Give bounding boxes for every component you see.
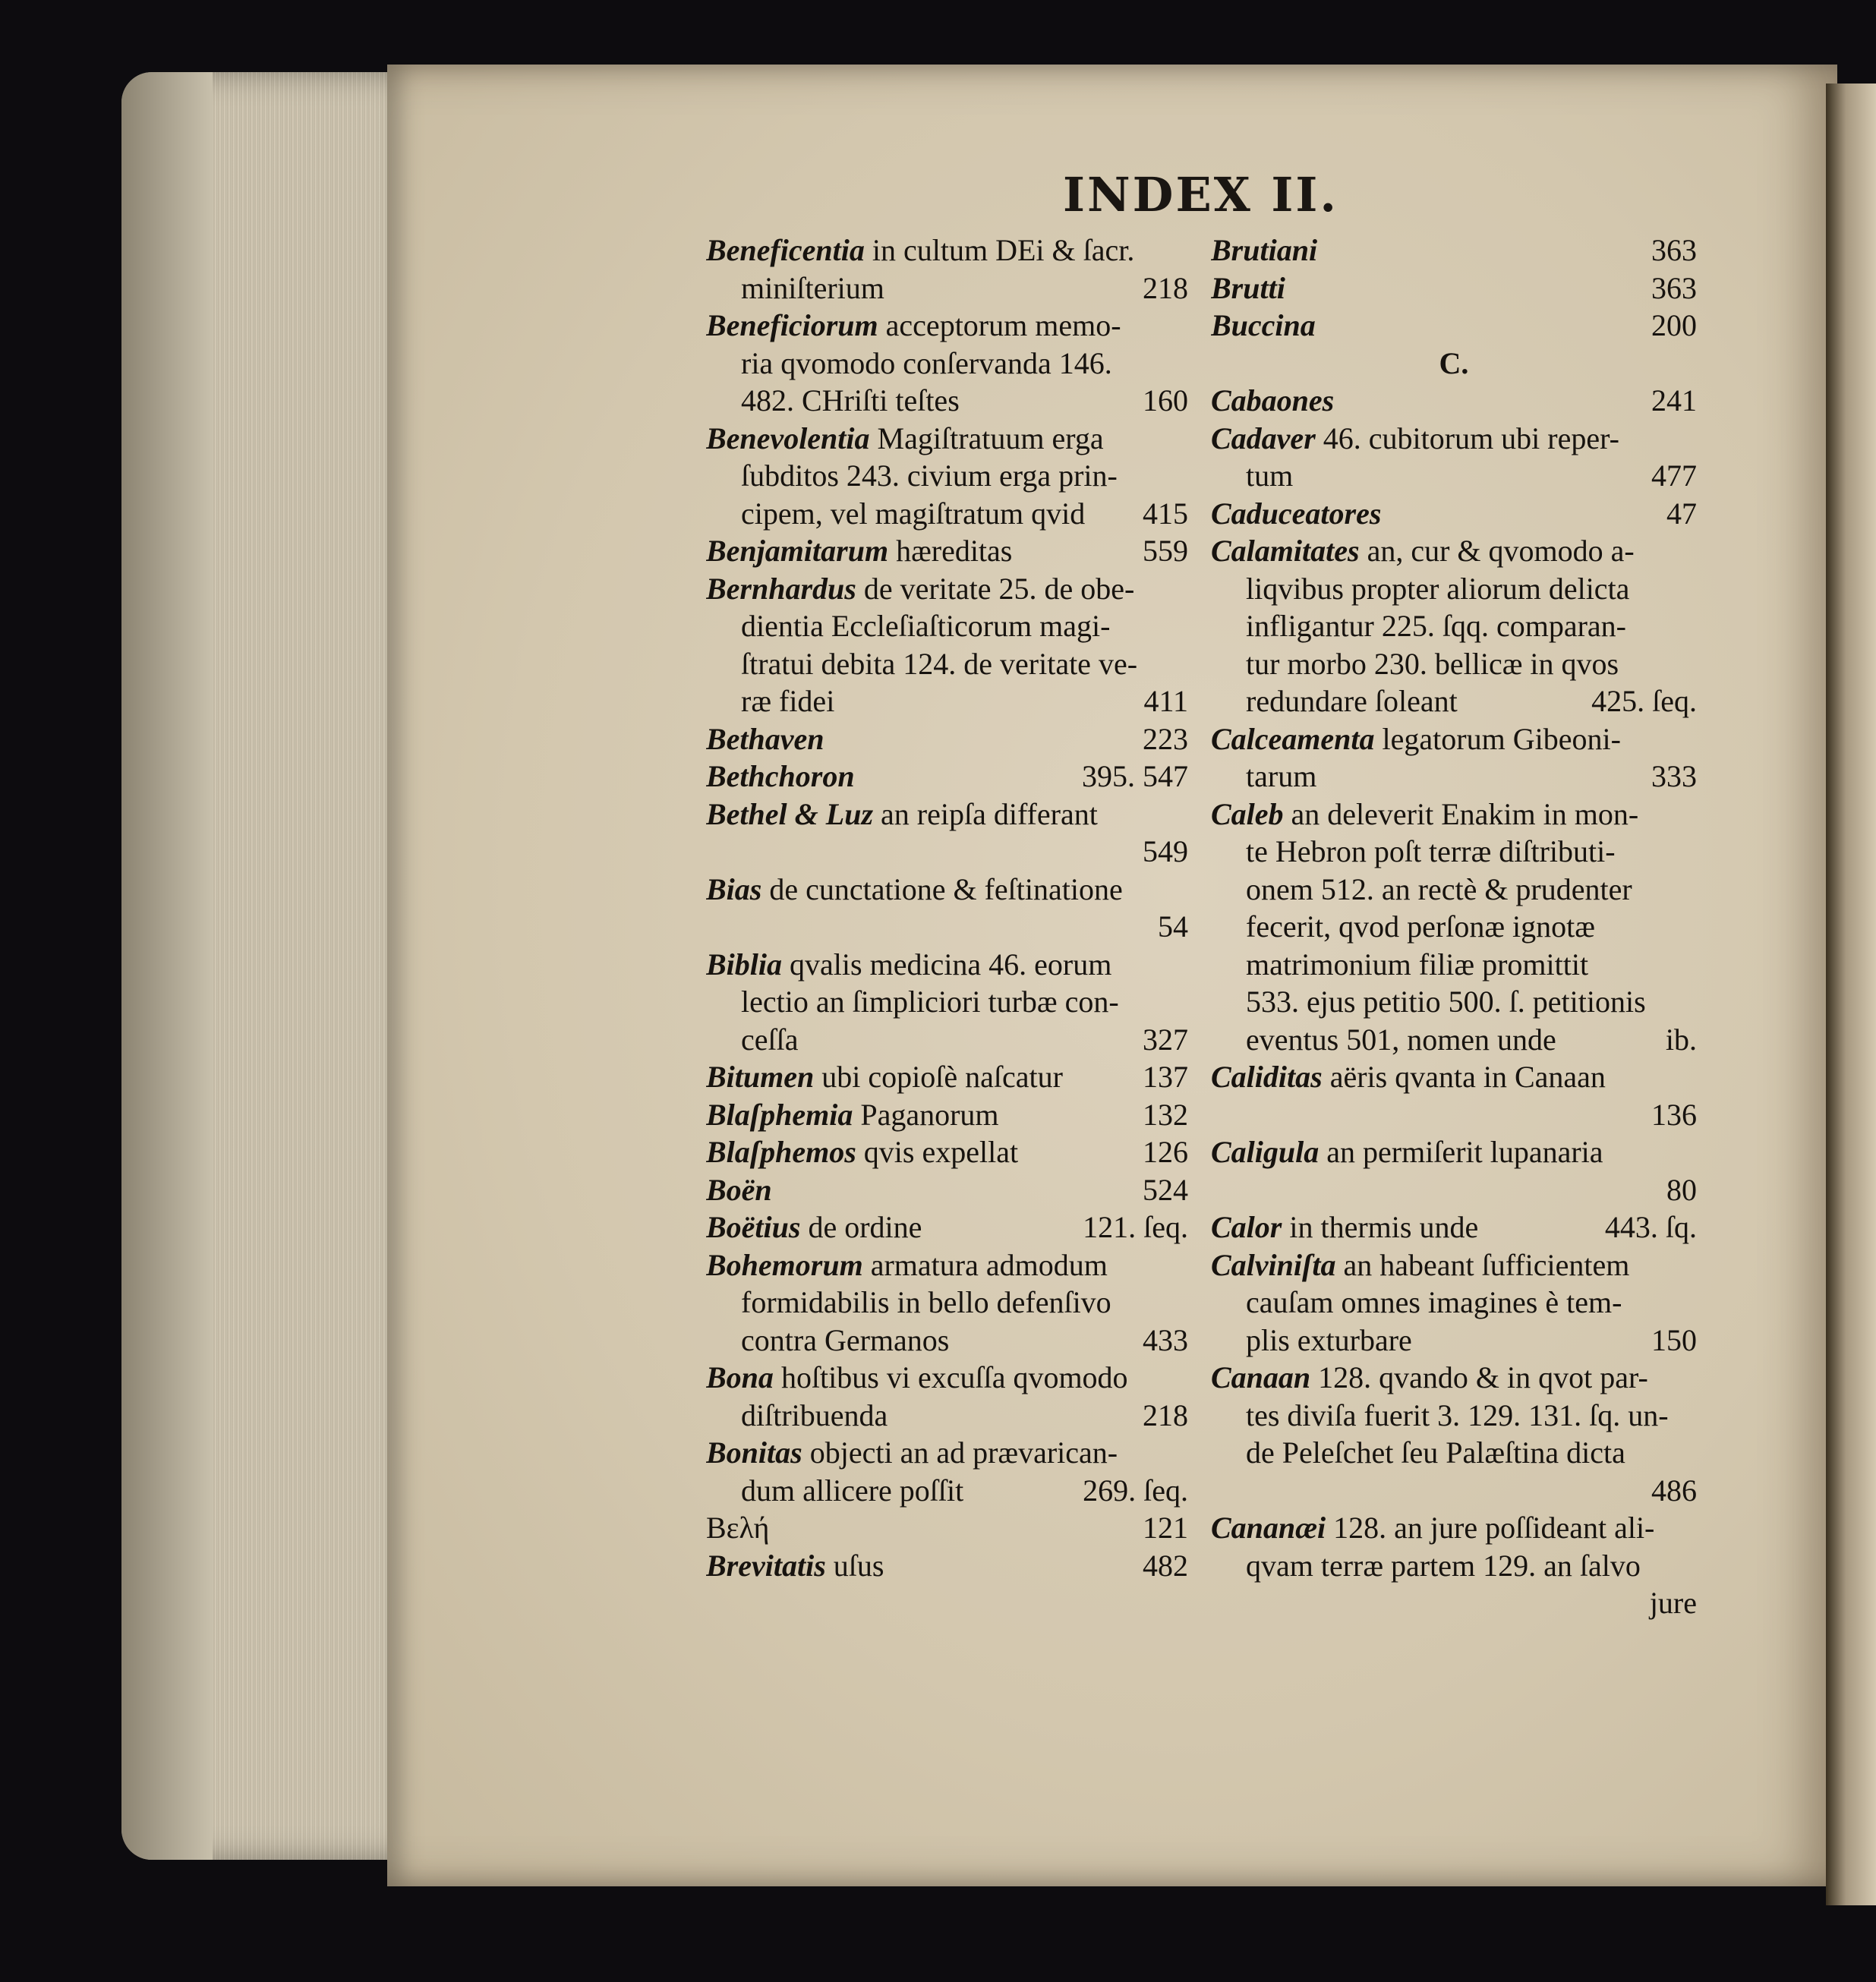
index-entry [706,758,1188,796]
entry-body: diſtribuenda [741,1397,888,1432]
entry-body: ſtratui debita 124. de veritate ve- [741,646,1138,681]
index-entry [706,1171,1188,1209]
entry-body: an reipſa differant [873,796,1098,831]
entry-headword: Beneficentia [706,233,865,267]
entry-text [706,1359,1128,1397]
page-reference: 47 [1666,496,1697,531]
index-entry [706,307,1188,345]
entry-headword: Calceamenta [1211,721,1375,756]
entry-text [706,1208,922,1246]
index-entry [706,720,1188,758]
page-reference: 241 [1651,383,1697,418]
entry-headword: Brutiani [1211,233,1318,267]
index-entry [706,495,1188,533]
index-entry [1211,1397,1697,1435]
entry-text [1246,871,1632,909]
entry-headword: Bias [706,871,762,906]
entry-text [1211,532,1635,570]
entry-text [1211,1208,1478,1246]
entry-body: miniſterium [741,270,884,305]
index-entry [1211,1284,1697,1322]
entry-body: te Hebron poſt terræ diſtributi- [1246,834,1616,868]
entry-headword: Bonitas [706,1435,802,1470]
entry-headword: Caligula [1211,1135,1320,1169]
page-reference: 160 [1143,383,1188,418]
index-entry [1211,682,1697,720]
entry-text [1246,1021,1556,1059]
entry-text [1211,269,1285,307]
entry-body: contra Germanos [741,1322,950,1357]
page-reference: 218 [1143,1397,1188,1432]
page-reference: 395. 547 [1082,759,1188,793]
index-entry [1211,1246,1697,1284]
index-entry [706,382,1188,420]
index-entry [1211,1547,1697,1585]
page-reference: 218 [1143,270,1188,305]
page-reference: 486 [1651,1473,1697,1508]
entry-text [706,307,1121,345]
entry-text [706,720,824,758]
entry-headword: Bohemorum [706,1247,863,1282]
page-header: INDEX II. [1063,167,1338,222]
entry-text [706,796,1098,833]
entry-text [741,1021,799,1059]
page-reference: 137 [1143,1060,1188,1094]
entry-text [741,1284,1111,1322]
entry-body: liqvibus propter aliorum delicta [1246,571,1630,606]
index-entry [706,1133,1188,1171]
index-entry [1211,758,1697,796]
entry-text [1246,645,1619,683]
entry-headword: Bitumen [706,1060,815,1094]
entry-body: ceſſa [741,1022,799,1057]
entry-body: tum [1246,458,1294,493]
index-entry [1211,457,1697,495]
entry-headword: Canaan [1211,1360,1311,1394]
entry-body: aëris qvanta in Canaan [1322,1060,1606,1094]
entry-headword: Calviniſta [1211,1247,1336,1282]
index-entry [706,457,1188,495]
entry-body: cauſam omnes imagines è tem- [1246,1285,1622,1319]
page-reference: 121 [1143,1511,1188,1545]
index-entry [1211,382,1697,420]
entry-headword: Blaſphemia [706,1097,853,1132]
index-entry [1211,420,1697,458]
entry-body: objecti an ad prævarican- [802,1435,1118,1470]
entry-text [706,1096,999,1134]
index-entry [706,1322,1188,1360]
entry-body: eventus 501, nomen unde [1246,1022,1556,1057]
index-entry [706,1359,1188,1397]
entry-headword: Caliditas [1211,1060,1323,1094]
index-entry [706,1397,1188,1435]
entry-headword: Cadaver [1211,421,1316,455]
page-reference: 132 [1143,1097,1188,1132]
page-reference: 425. ſeq. [1591,684,1697,718]
index-entry [1211,1509,1697,1547]
index-entry [706,1547,1188,1585]
entry-body: cipem, vel magiſtratum qvid [741,496,1086,531]
index-entry [706,908,1188,946]
entry-text [1211,1246,1629,1284]
entry-body: ubi copioſè naſcatur [814,1060,1063,1094]
entry-body: dum allicere poſſit [741,1473,964,1508]
entry-text [1211,1509,1654,1547]
index-entry [706,420,1188,458]
index-entry [1211,1584,1697,1622]
entry-body: qvis expellat [856,1135,1019,1169]
entry-text [741,645,1137,683]
entry-headword: Blaſphemos [706,1135,856,1169]
page-reference: 150 [1651,1322,1697,1357]
entry-headword: Cabaones [1211,383,1335,418]
index-entry [1211,1208,1697,1246]
entry-body: uſus [825,1548,884,1583]
entry-headword: Bona [706,1360,774,1394]
entry-body: acceptorum memo- [878,308,1121,342]
entry-body: ræ fidei [741,684,835,718]
entry-text [741,1322,949,1360]
entry-body: de cunctatione & feſtinatione [761,871,1123,906]
entry-headword: Calor [1211,1210,1282,1244]
entry-text [706,420,1104,458]
index-entry [706,232,1188,269]
index-entry [706,1434,1188,1472]
entry-text [706,570,1134,608]
index-entry [1211,1322,1697,1360]
entry-headword: Buccina [1211,308,1316,342]
page-reference: 549 [1143,834,1188,868]
index-entry [1211,269,1697,307]
entry-text [1246,607,1626,645]
entry-body: an habeant ſufficientem [1335,1247,1630,1282]
index-entry [706,645,1188,683]
entry-headword: Beneficiorum [706,308,878,342]
entry-body: ria qvomodo conſervanda 146. [741,345,1112,380]
page-reference: 482 [1143,1548,1188,1583]
page-reference: ib. [1665,1022,1697,1057]
entry-text [741,382,960,420]
index-entry [1211,1171,1697,1209]
entry-body: armatura admodum [862,1247,1108,1282]
entry-text [706,758,855,796]
entry-text [1211,1058,1606,1096]
index-entry [1211,1021,1697,1059]
index-entry [1211,645,1697,683]
entry-headword: Brevitatis [706,1548,826,1583]
entry-headword: Boëtius [706,1210,801,1244]
entry-body: 128. an jure poſſideant ali- [1326,1511,1655,1545]
entry-body: dientia Eccleſiaſticorum magi- [741,609,1111,643]
entry-body: an permiſerit lupanaria [1319,1135,1603,1169]
entry-text [1246,1397,1669,1435]
entry-body: ſubditos 243. civium erga prin- [741,458,1118,493]
page-reference: 559 [1143,534,1188,568]
entry-text [1246,682,1458,720]
entry-body: Βελή [706,1511,770,1545]
entry-body: an, cur & qvomodo a- [1359,534,1635,568]
entry-text [1211,382,1334,420]
entry-text [1246,1284,1622,1322]
entry-body: Paganorum [853,1097,999,1132]
entry-text [1211,796,1638,833]
entry-headword: Bethel & Luz [706,796,874,831]
entry-text [706,1434,1118,1472]
index-entry [1211,1359,1697,1397]
entry-text [706,232,1134,269]
entry-body: infligantur 225. ſqq. comparan- [1246,609,1626,643]
entry-text [1211,720,1621,758]
entry-headword: Brutti [1211,270,1285,305]
entry-text [1211,495,1381,533]
entry-text [1246,983,1646,1021]
entry-text [1246,833,1616,871]
entry-body: legatorum Gibeoni- [1374,721,1621,756]
entry-text [1246,1434,1625,1472]
entry-body: qvalis medicina 46. eorum [782,947,1112,982]
index-entry [706,796,1188,833]
index-entry [1211,1096,1697,1134]
page-reference: 54 [1158,909,1188,944]
index-entry [706,871,1188,909]
right-column [1211,232,1697,1622]
entry-text [741,607,1110,645]
index-entry [706,1058,1188,1096]
page-reference: 443. ſq. [1604,1210,1697,1244]
entry-body: matrimonium filiæ promittit [1246,947,1589,982]
index-entry [1211,495,1697,533]
entry-body: 533. ejus petitio 500. ſ. petitionis [1246,985,1646,1019]
entry-body: in cultum DEi & ſacr. [864,233,1135,267]
entry-text [741,345,1112,383]
entry-text [741,983,1119,1021]
entry-body: qvam terræ partem 129. an ſalvo [1246,1548,1641,1583]
entry-headword: Bernhardus [706,571,856,606]
entry-text [706,1171,772,1209]
page-reference: 269. ſeq. [1083,1473,1188,1508]
entry-text [1211,232,1317,269]
index-entry [706,983,1188,1021]
entry-body: de Peleſchet ſeu Palæſtina dicta [1246,1435,1625,1470]
entry-headword: Benjamitarum [706,534,889,568]
entry-body: in thermis unde [1282,1210,1479,1244]
index-entry [706,570,1188,608]
page-gutter [1826,84,1876,1905]
entry-text [706,532,1012,570]
left-column [706,232,1188,1584]
index-entry [706,833,1188,871]
page-reference: 333 [1651,759,1697,793]
entry-body: tes diviſa fuerit 3. 129. 131. ſq. un- [1246,1397,1669,1432]
entry-text [1211,1359,1648,1397]
page-reference: 433 [1143,1322,1188,1357]
entry-headword: Caleb [1211,796,1284,831]
index-entry [706,532,1188,570]
entry-text [1439,345,1469,383]
index-entry [1211,946,1697,984]
entry-body: Magiſtratuum erga [869,421,1104,455]
entry-body: de ordine [800,1210,922,1244]
index-entry [706,1284,1188,1322]
index-entry [1211,908,1697,946]
entry-text [1246,1547,1641,1585]
entry-text [706,946,1111,984]
entry-text [1246,758,1316,796]
index-entry [1211,833,1697,871]
entry-body: lectio an ſimpliciori turbæ con- [741,985,1119,1019]
index-entry [1211,607,1697,645]
entry-text [741,457,1118,495]
index-entry [706,607,1188,645]
index-entry [706,1096,1188,1134]
page-reference: 223 [1143,721,1188,756]
index-entry [706,345,1188,383]
index-entry [706,1208,1188,1246]
entry-text [741,1397,888,1435]
index-entry [1211,532,1697,570]
entry-text [1246,457,1293,495]
entry-body: fecerit, qvod perſonæ ignotæ [1246,909,1595,944]
index-entry [706,682,1188,720]
index-entry [1211,1133,1697,1171]
index-entry [706,1509,1188,1547]
entry-headword: Biblia [706,947,783,982]
book-cover-edge [121,72,213,1860]
page-reference: 411 [1143,684,1188,718]
entry-body: redundare ſoleant [1246,684,1458,718]
page-reference: 327 [1143,1022,1188,1057]
entry-text [706,1246,1108,1284]
index-entry [1211,232,1697,269]
index-entry [706,946,1188,984]
index-entry [1211,345,1697,383]
entry-headword: Caduceatores [1211,496,1382,531]
entry-body: 128. qvando & in qvot par- [1310,1360,1648,1394]
entry-text [706,871,1123,909]
entry-headword: Boën [706,1172,772,1207]
page-reference: jure [1649,1586,1697,1620]
entry-body: tur morbo 230. bellicæ in qvos [1246,646,1619,681]
entry-text [741,1472,963,1510]
entry-text [1211,420,1619,458]
index-entry [1211,983,1697,1021]
entry-text [741,269,884,307]
entry-body: de veritate 25. de obe- [856,571,1135,606]
entry-body: formidabilis in bello defenſivo [741,1285,1111,1319]
entry-text [1246,1322,1412,1360]
entry-body: hoſtibus vi excuſſa qvomodo [773,1360,1128,1394]
page-reference: 524 [1143,1172,1188,1207]
entry-text [1211,307,1316,345]
entry-body: tarum [1246,759,1317,793]
entry-headword: Calamitates [1211,534,1360,568]
entry-text [1211,1133,1603,1171]
entry-body: plis exturbare [1246,1322,1412,1357]
index-entry [1211,1434,1697,1472]
page-reference: 126 [1143,1135,1188,1169]
index-entry [1211,720,1697,758]
index-entry [1211,1058,1697,1096]
entry-body: 46. cubitorum ubi reper- [1315,421,1619,455]
page-reference: 363 [1651,233,1697,267]
page-reference: 136 [1651,1097,1697,1132]
entry-text [706,1509,769,1547]
index-entry [1211,570,1697,608]
page-reference: 200 [1651,308,1697,342]
entry-text [1246,946,1588,984]
page-reference: 121. ſeq. [1083,1210,1188,1244]
entry-text [706,1547,884,1585]
entry-body: onem 512. an rectè & prudenter [1246,871,1632,906]
page-reference: 80 [1666,1172,1697,1207]
index-entry [706,1246,1188,1284]
entry-body: 482. CHriſti teſtes [741,383,960,418]
page-reference: 363 [1651,270,1697,305]
entry-text [741,682,834,720]
index-entry [706,1021,1188,1059]
entry-headword: Benevolentia [706,421,870,455]
entry-headword: Cananæi [1211,1511,1326,1545]
entry-text [1246,570,1629,608]
entry-headword: Bethaven [706,721,824,756]
index-entry [1211,796,1697,833]
index-entry [1211,307,1697,345]
page-reference: 477 [1651,458,1697,493]
entry-body: an deleverit Enakim in mon- [1283,796,1639,831]
entry-text [1246,908,1595,946]
entry-body: hæreditas [888,534,1013,568]
entry-text [706,1058,1063,1096]
index-entry [1211,1472,1697,1510]
index-entry [1211,871,1697,909]
entry-text [706,1133,1018,1171]
entry-headword: Bethchoron [706,759,855,793]
index-entry [706,1472,1188,1510]
index-entry [706,269,1188,307]
entry-text [741,495,1085,533]
page-reference: 415 [1143,496,1188,531]
entry-body: C. [1439,345,1469,380]
